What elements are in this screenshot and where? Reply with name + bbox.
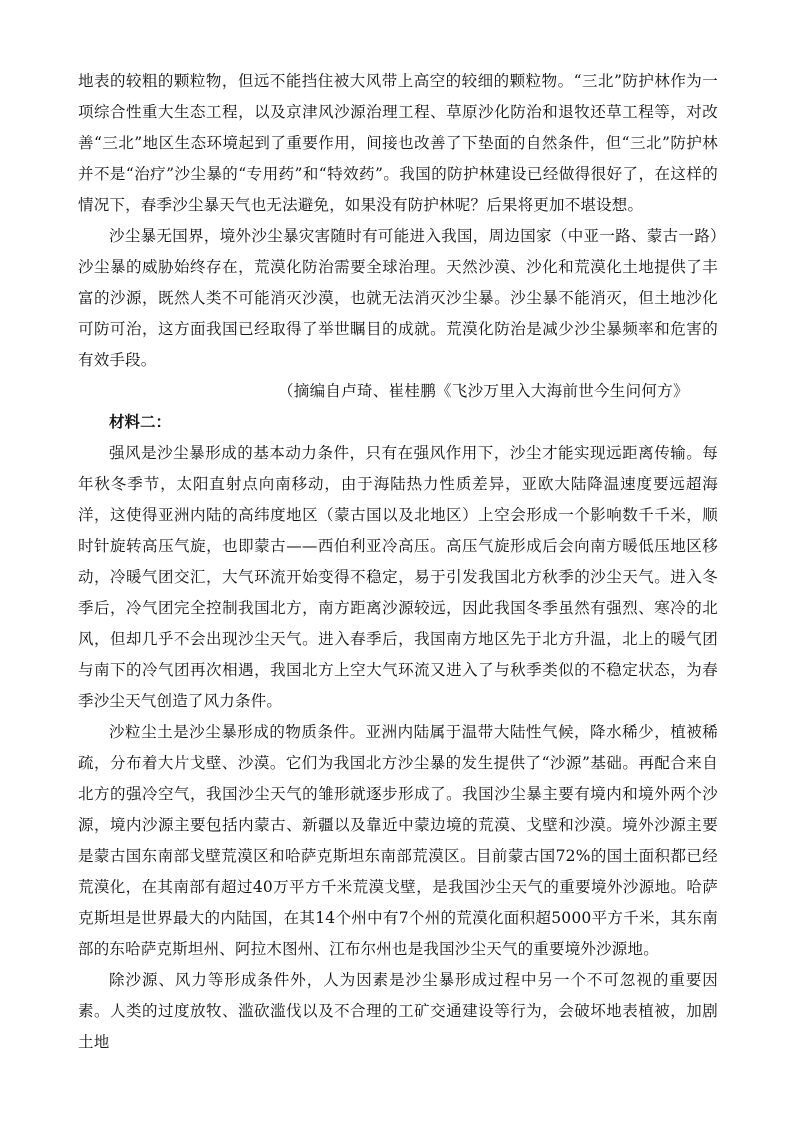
paragraph-m1-continued: 地表的较粗的颗粒物，但远不能挡住被大风带上高空的较细的颗粒物。“三北”防护林作为一项综合性重大生态工程，以及京津风沙源治理工程、草原沙化防治和退牧还草工程等，对改善“三北”地区生态环境起到了重要作用，间接也改善了下垫面的自然条件，但“三北”防护林并不是“治疗”沙尘暴的“专用药”和“特效药”。我国的防护林建设已经做得很好了，在这样的情况下，春季沙尘暴天气也无法避免，如果没有防护林呢？后果将更加不堪设想。	[78, 72, 718, 214]
source-note: （摘编自卢琦、崔桂鹏《飞沙万里入大海前世今生问何方》	[278, 383, 689, 400]
paragraph-m2-sand-sources: 沙粒尘土是沙尘暴形成的物质条件。亚洲内陆属于温带大陆性气候，降水稀少，植被稀疏，分布着大片戈壁、沙漠。它们为我国北方沙尘暴的发生提供了“沙源”基础。再配合来自北方的强冷空气，我国沙尘天气的雏形就逐步形成了。我国沙尘暴主要有境内和境外两个沙源，境内沙源主要包括内蒙古、新疆以及靠近中蒙边境的荒漠、戈壁和沙漠。境外沙源主要是蒙古国东南部戈壁荒漠区和哈萨克斯坦东南部荒漠区。目前蒙古国72%的国土面积都已经荒漠化，在其南部有超过40万平方千米荒漠戈壁，是我国沙尘天气的重要境外沙源地。哈萨克斯坦是世界最大的内陆国，在其14个州中有7个州的荒漠化面积超5000平方千米，其东南部的东哈萨克斯坦州、阿拉木图州、江布尔州也是我国沙尘天气的重要境外沙源地。	[78, 723, 718, 958]
paragraph-m2-wind-conditions: 强风是沙尘暴形成的基本动力条件，只有在强风作用下，沙尘才能实现远距离传输。每年秋冬季节，太阳直射点向南移动，由于海陆热力性质差异，亚欧大陆降温速度要远超海洋，这使得亚洲内陆的高纬度地区（蒙古国以及北地区）上空会形成一个影响数千千米，顺时针旋转高压气旋，也即蒙古——西伯利亚冷高压。高压气旋形成后会向南方暖低压地区移动，冷暖气团交汇，大气环流开始变得不稳定，易于引发我国北方秋季的沙尘天气。进入冬季后，冷气团完全控制我国北方，南方距离沙源较远，因此我国冬季虽然有强烈、寒冷的北风，但却几乎不会出现沙尘天气。进入春季后，我国南方地区先于北方升温，北上的暖气团与南下的冷气团再次相遇，我国北方上空大气环流又进入了与秋季类似的不稳定状态，为春季沙尘天气创造了风力条件。	[78, 444, 718, 710]
material-two-heading: 材料二：	[109, 413, 172, 431]
paragraph-m1-sandstorm-borders: 沙尘暴无国界，境外沙尘暴灾害随时有可能进入我国，周边国家（中亚一路、蒙古一路）沙尘暴的威胁始终存在，荒漠化防治需要全球治理。天然沙漠、沙化和荒漠化土地提供了丰富的沙源，既然人类不可能消灭沙漠，也就无法消灭沙尘暴。沙尘暴不能消灭，但土地沙化可防可治，这方面我国已经取得了举世瞩目的成就。荒漠化防治是减少沙尘暴频率和危害的有效手段。	[78, 227, 718, 369]
document-page	[78, 66, 718, 1058]
paragraph-m2-human-factors: 除沙源、风力等形成条件外，人为因素是沙尘暴形成过程中另一个不可忽视的重要因素。人类的过度放牧、滥砍滥伐以及不合理的工矿交通建设等行为，会破坏地表植被，加剧土地	[78, 971, 718, 1051]
